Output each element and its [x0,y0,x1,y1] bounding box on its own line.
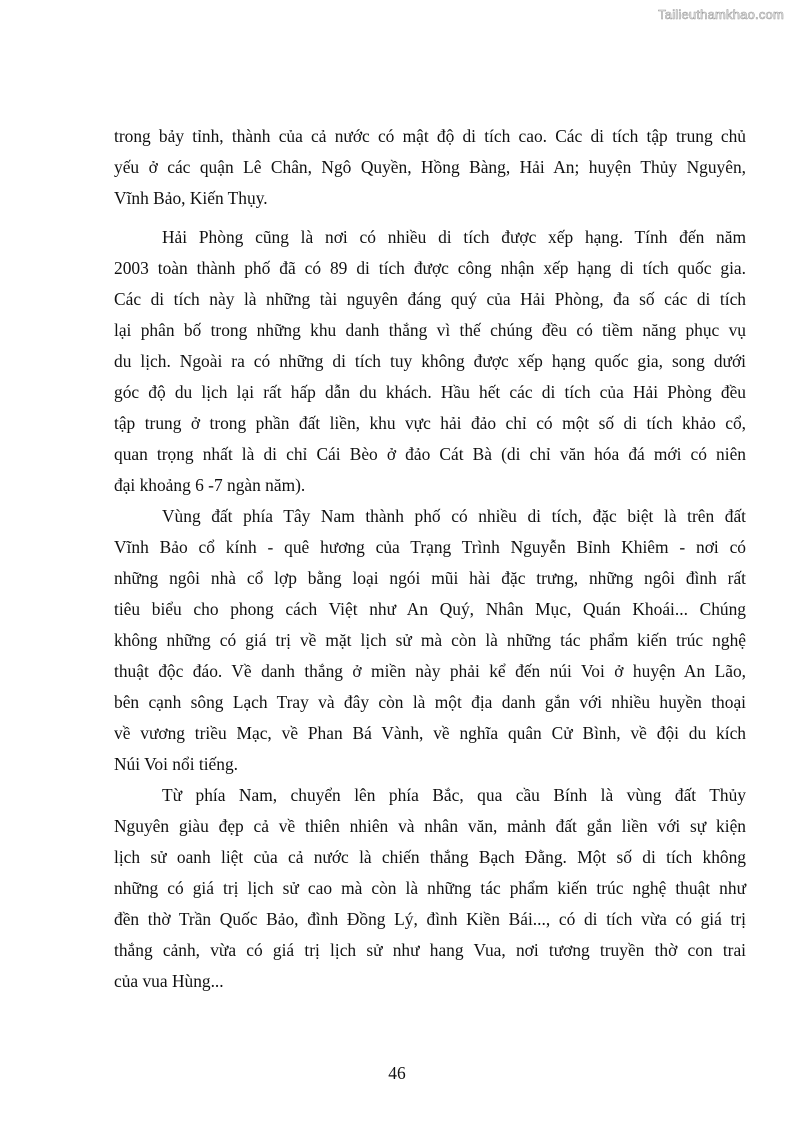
text-line: tập trung ở trong phần đất liền, khu vực hải đảo chỉ có một số di tích khảo cổ, [114,413,746,433]
text-line: du lịch. Ngoài ra có những di tích tuy không được xếp hạng quốc gia, song dưới [114,351,746,371]
text-line: yếu ở các quận Lê Chân, Ngô Quyền, Hồng Bàng, Hải An; huyện Thủy Nguyên, [114,157,746,177]
text-line: thắng cảnh, vừa có giá trị lịch sử như hang Vua, nơi tương truyền thờ con trai [114,940,746,960]
text-line: những có giá trị lịch sử cao mà còn là những tác phẩm kiến trúc nghệ thuật như [114,878,746,898]
text-line: của vua Hùng... [114,971,224,991]
text-line: trong bảy tỉnh, thành của cả nước có mật độ di tích cao. Các di tích tập trung chủ [114,126,746,146]
text-line: đền thờ Trần Quốc Bảo, đình Đồng Lý, đình Kiền Bái..., có di tích vừa có giá trị [114,909,746,929]
text-line: Núi Voi nổi tiếng. [114,754,239,774]
paragraph [114,222,746,501]
text-line: những ngôi nhà cổ lợp bằng loại ngói mũi hài đặc trưng, những ngôi đình rất [114,568,746,588]
text-line: Hải Phòng cũng là nơi có nhiều di tích được xếp hạng. Tính đến năm [162,227,746,247]
text-line: góc độ du lịch lại rất hấp dẫn du khách. Hầu hết các di tích của Hải Phòng đều [114,382,746,402]
paragraph [114,121,746,214]
text-line: Nguyên giàu đẹp cả về thiên nhiên và nhân văn, mảnh đất gắn liền với sự kiện [114,816,746,836]
text-line: Các di tích này là những tài nguyên đáng quý của Hải Phòng, đa số các di tích [114,289,746,309]
text-line: không những có giá trị về mặt lịch sử mà còn là những tác phẩm kiến trúc nghệ [114,630,746,650]
paragraph [114,780,746,997]
text-line: quan trọng nhất là di chỉ Cái Bèo ở đảo Cát Bà (di chỉ văn hóa đá mới có niên [114,444,746,464]
page-body [114,121,746,997]
text-line: về vương triều Mạc, về Phan Bá Vành, về nghĩa quân Cử Bình, về đội du kích [114,723,746,743]
text-line: Vĩnh Bảo cổ kính - quê hương của Trạng Trình Nguyễn Bỉnh Khiêm - nơi có [114,537,746,557]
text-line: Từ phía Nam, chuyển lên phía Bắc, qua cầu Bính là vùng đất Thủy [162,785,746,805]
text-line: Vĩnh Bảo, Kiến Thụy. [114,188,268,208]
text-line: Vùng đất phía Tây Nam thành phố có nhiều di tích, đặc biệt là trên đất [162,506,746,526]
watermark: Tailieuthamkhao.com [658,7,784,22]
text-line: lại phân bố trong những khu danh thắng vì thế chúng đều có tiềm năng phục vụ [114,320,746,340]
text-line: đại khoảng 6 -7 ngàn năm). [114,475,306,495]
text-line: thuật độc đáo. Về danh thắng ở miền này phải kể đến núi Voi ở huyện An Lão, [114,661,746,681]
text-line: bên cạnh sông Lạch Tray và đây còn là một địa danh gắn với nhiều huyền thoại [114,692,746,712]
paragraph [114,501,746,780]
text-line: tiêu biểu cho phong cách Việt như An Quý, Nhân Mục, Quán Khoái... Chúng [114,599,746,619]
text-line: lịch sử oanh liệt của cả nước là chiến thắng Bạch Đằng. Một số di tích không [114,847,746,867]
page-number: 46 [388,1063,406,1083]
text-line: 2003 toàn thành phố đã có 89 di tích được công nhận xếp hạng di tích quốc gia. [114,258,746,278]
